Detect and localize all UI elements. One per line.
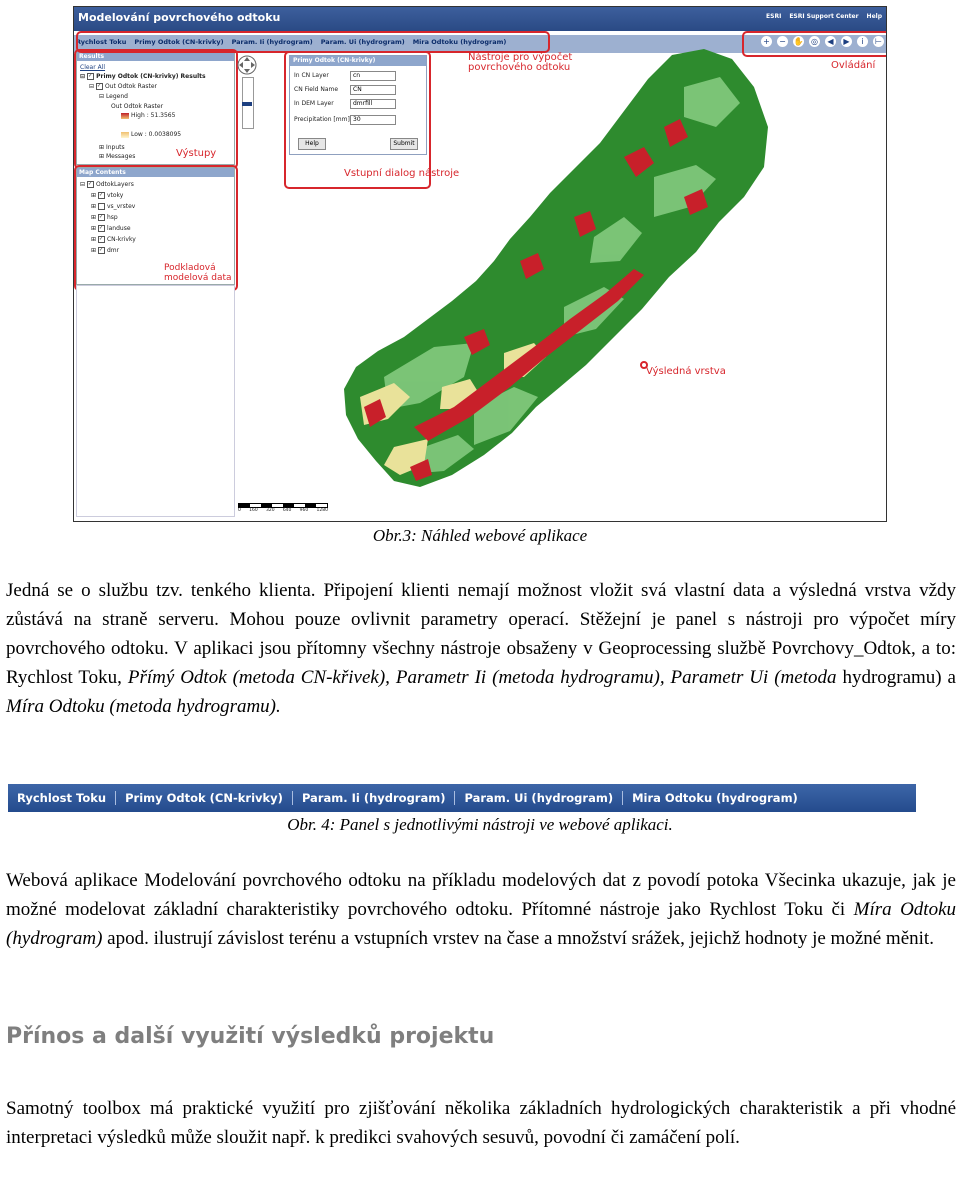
messages-item[interactable]: ⊞ Messages <box>99 153 136 160</box>
pan-icon[interactable]: ✋ <box>793 37 804 46</box>
help-button[interactable]: Help <box>298 138 326 150</box>
esri-support-link[interactable]: ESRI Support Center <box>789 13 859 20</box>
scale-tick: 0 <box>238 508 241 513</box>
results-header: Results <box>77 52 234 61</box>
para2-text: Webová aplikace Modelování povrchového odtoku na příkladu modelových dat z povodí potoka Všecinka ukazuje, jak je možné modelovat základní charakteristiky povrchového odtoku. Přítomné nástroje jako Rychlost Toku či <box>6 870 956 920</box>
hsp-label: hsp <box>106 214 118 221</box>
para2-text-2: apod. ilustrují závislost terénu a vstupních vrstev na čase a množství srážek, jejichž hodnoty je možné měnit. <box>102 928 934 949</box>
zoom-in-icon[interactable]: + <box>761 36 772 47</box>
layer-dmr[interactable]: ⊞ ✓ dmr <box>91 247 120 254</box>
results-root-checkbox[interactable]: ✓ <box>88 73 93 79</box>
app-title: Modelování povrchového odtoku <box>78 11 281 24</box>
field-cn-layer-select[interactable]: cn <box>350 71 396 81</box>
vtoky-label: vtoky <box>106 192 124 199</box>
measure-icon[interactable]: ⊢ <box>873 36 884 47</box>
cn-krivky-checkbox[interactable]: ✓ <box>98 236 104 242</box>
esri-link[interactable]: ESRI <box>766 13 782 20</box>
scale-tick: 160 <box>249 508 258 513</box>
paragraph-3: Samotný toolbox má praktické využití pro zjišťování několika základních hydrologických charakteristik a při vhodné interpretaci výsledků může sloužit např. k predikci svahových sesuvů, povodní či zamáčení polí. <box>6 1098 956 1148</box>
section-heading: Přínos a další využití výsledků projektu <box>6 1024 495 1049</box>
field-cn-name-label: CN Field Name <box>294 86 339 93</box>
high-label: High : 51.3565 <box>131 112 176 119</box>
help-link[interactable]: Help <box>866 13 882 20</box>
catchment-map[interactable] <box>324 47 774 517</box>
results-raster-item[interactable]: ⊟ ✓ Out Odtok Raster <box>89 83 158 90</box>
scale-tick: 640 <box>282 508 292 513</box>
results-root[interactable]: ⊟ ✓ Primy Odtok (CN-krivky) Results <box>80 73 206 80</box>
field-cn-layer-label: In CN Layer <box>294 72 329 79</box>
landuse-label: landuse <box>106 225 131 232</box>
result-layer-marker <box>640 361 648 369</box>
odtok-layers-checkbox[interactable]: ✓ <box>87 181 93 187</box>
dmr-checkbox[interactable]: ✓ <box>98 247 104 253</box>
inputs-label: Inputs <box>105 144 125 151</box>
cn-krivky-label: CN-krivky <box>106 236 136 243</box>
tools-callout-label: Nástroje pro výpočet povrchového odtoku <box>468 52 573 73</box>
app-title-bar <box>74 7 886 31</box>
base-data-callout-label: Podkladová modelová data <box>164 263 232 283</box>
panel-param-ii[interactable]: Param. Ii (hydrogram) <box>293 791 456 805</box>
para1-italic-tools: Přímý Odtok (metoda CN-křivek), Parametr Ii (metoda hydrogramu), Parametr Ui (metoda <box>127 667 837 688</box>
clear-all-link[interactable]: Clear All <box>80 64 106 71</box>
panel-mira-odtoku[interactable]: Mira Odtoku (hydrogram) <box>632 791 798 805</box>
dialog-title: Primy Odtok (CN-krivky) <box>290 56 426 66</box>
full-extent-icon[interactable]: ◎ <box>809 36 820 47</box>
legend-layer-label: Out Odtok Raster <box>111 103 164 110</box>
tool-primy-odtok[interactable]: Primy Odtok (CN-krivky) <box>134 38 224 46</box>
tool-param-ii[interactable]: Param. Ii (hydrogram) <box>231 38 313 46</box>
control-callout-label: Ovládání <box>831 60 876 71</box>
map-contents-header: Map Contents <box>77 168 234 177</box>
layer-vs-vrstev[interactable]: ⊞ vs_vrstev <box>91 203 136 210</box>
scale-bar <box>238 503 328 515</box>
scale-tick: 320 <box>265 508 275 513</box>
results-root-label: Primy Odtok (CN-krivky) Results <box>96 73 206 80</box>
result-layer-callout-label: Výsledná vrstva <box>646 366 726 377</box>
legend-label: Legend <box>105 93 128 100</box>
app-screenshot <box>73 6 887 522</box>
field-dem-layer-label: In DEM Layer <box>294 100 334 107</box>
pan-control-icon[interactable] <box>237 55 257 75</box>
low-label: Low : 0.0038095 <box>131 131 182 138</box>
messages-label: Messages <box>105 153 136 160</box>
top-links <box>766 13 882 20</box>
figure4-caption: Obr. 4: Panel s jednotlivými nástroji ve webové aplikaci. <box>287 815 673 834</box>
odtok-layers-label: OdtokLayers <box>95 181 134 188</box>
input-dialog-callout-label: Vstupní dialog nástroje <box>344 168 460 179</box>
scale-tick: 960 <box>299 508 309 513</box>
scale-tick: 1280 <box>316 508 328 513</box>
back-icon[interactable]: ◀ <box>825 36 836 47</box>
vtoky-checkbox[interactable]: ✓ <box>98 192 104 198</box>
dmr-label: dmr <box>106 247 120 254</box>
tool-panel-figure <box>8 784 916 812</box>
landuse-checkbox[interactable]: ✓ <box>98 225 104 231</box>
raster-checkbox[interactable]: ✓ <box>96 83 102 89</box>
raster-label: Out Odtok Raster <box>104 83 158 90</box>
outputs-callout-label: Výstupy <box>176 148 217 159</box>
zoom-slider-knob[interactable] <box>242 102 252 106</box>
legend-item[interactable]: ⊟ Legend <box>99 93 128 100</box>
vs-vrstev-label: vs_vrstev <box>106 203 136 210</box>
forward-icon[interactable]: ▶ <box>841 36 852 47</box>
field-precip-input[interactable]: 30 <box>350 115 396 125</box>
zoom-slider[interactable] <box>242 77 254 129</box>
panel-primy-odtok[interactable]: Primy Odtok (CN-krivky) <box>116 791 293 805</box>
figure3-caption: Obr.3: Náhled webové aplikace <box>372 526 588 545</box>
inputs-item[interactable]: ⊞ Inputs <box>99 144 125 151</box>
layer-cn-krivky[interactable]: ⊞ ✓ CN-krivky <box>91 236 136 243</box>
layer-hsp[interactable]: ⊞ ✓ hsp <box>91 214 118 221</box>
zoom-out-icon[interactable]: − <box>777 36 788 47</box>
layer-landuse[interactable]: ⊞ ✓ landuse <box>91 225 131 232</box>
paragraph-2 <box>6 866 956 953</box>
odtok-layers-root[interactable]: ⊟ ✓ OdtokLayers <box>80 181 134 188</box>
tool-rychlost-toku[interactable]: Rychlost Toku <box>76 38 127 46</box>
para1-italic-mira: Míra Odtoku (metoda hydrogramu). <box>6 696 281 717</box>
field-cn-name-input[interactable]: CN <box>350 85 396 95</box>
identify-icon[interactable]: i <box>857 36 868 47</box>
para1-text: Jedná se o službu tzv. tenkého klienta. Připojení klienti nemají možnost vložit svá vlastní data a výsledná vrstva vždy zůstává na straně serveru. Mohou pouze ovlivnit parametry operací. Stěžejní je panel s nástroji pro výpočet míry povrchového odtoku. V aplikaci jsou přítomny všechny nástroje obsaženy v Geoprocessing službě Povrchovy_Odtok, a to: Rychlost Toku, <box>6 580 956 688</box>
paragraph-1 <box>6 576 956 721</box>
panel-param-ui[interactable]: Param. Ui (hydrogram) <box>455 791 623 805</box>
field-dem-layer-select[interactable]: dmrfill <box>350 99 396 109</box>
panel-rychlost-toku[interactable]: Rychlost Toku <box>8 791 116 805</box>
field-precip-label: Precipitation [mm] <box>294 116 350 123</box>
hsp-checkbox[interactable]: ✓ <box>98 214 104 220</box>
para1-text-2: hydrogramu) a <box>842 667 956 688</box>
left-pane-empty <box>76 285 235 517</box>
tool-param-ui[interactable]: Param. Ui (hydrogram) <box>320 38 405 46</box>
layer-vtoky[interactable]: ⊞ ✓ vtoky <box>91 192 124 199</box>
para2-italic: Míra Odtoku (hydrogram) <box>6 899 957 949</box>
tool-mira-odtoku[interactable]: Mira Odtoku (hydrogram) <box>412 38 507 46</box>
submit-button[interactable]: Submit <box>390 138 418 150</box>
